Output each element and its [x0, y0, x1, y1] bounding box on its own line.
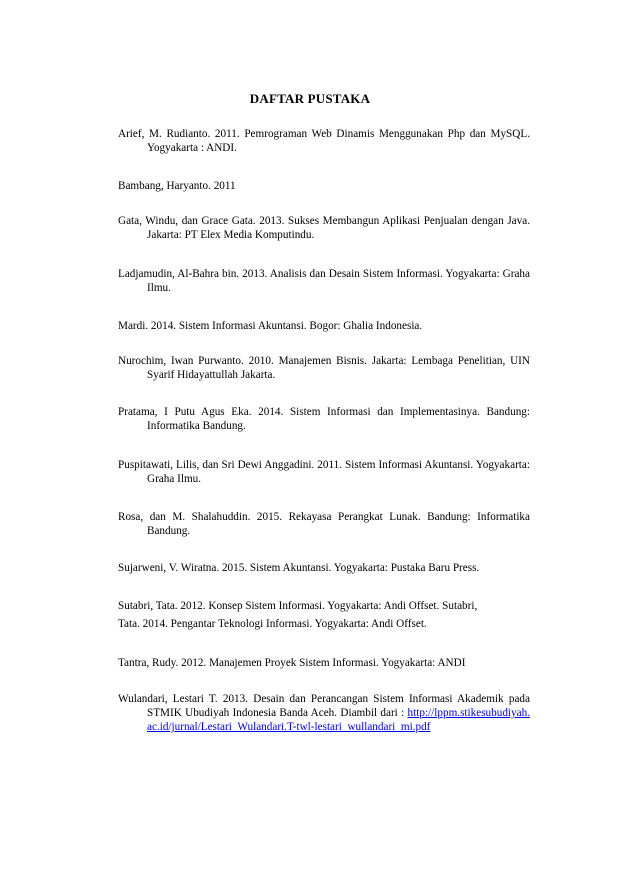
reference-text: Sujarweni, V. Wiratna. 2015. Sistem Akuntansi. Yogyakarta: Pustaka Baru Press.: [118, 562, 480, 574]
reference-entry-ladjamudin: [118, 267, 530, 295]
reference-text: Mardi. 2014. Sistem Informasi Akuntansi. Bogor: Ghalia Indonesia.: [118, 320, 423, 332]
reference-text: Arief, M. Rudianto. 2011. Pemrograman Web Dinamis Menggunakan Php dan MySQL. Yogyakarta : ANDI.: [118, 128, 530, 154]
reference-entry-nurochim: [118, 354, 530, 382]
reference-text: Puspitawati, Lilis, dan Sri Dewi Anggadini. 2011. Sistem Informasi Akuntansi. Yogyakarta: Graha Ilmu.: [118, 459, 530, 485]
reference-entry-arief: [118, 127, 530, 155]
reference-entry-bambang: [118, 179, 530, 193]
reference-entry-puspitawati: [118, 458, 530, 486]
reference-text: Ladjamudin, Al-Bahra bin. 2013. Analisis dan Desain Sistem Informasi. Yogyakarta: Graha Ilmu.: [118, 268, 530, 294]
reference-entry-sujarweni: [118, 561, 530, 575]
reference-entry-rosa: [118, 510, 530, 538]
reference-entry-sutabri-2014: [118, 617, 530, 631]
reference-text: Wulandari, Lestari T. 2013. Desain dan Perancangan Sistem Informasi Akademik pada STMIK Ubudiyah Indonesia Banda Aceh. Diambil dari :: [118, 693, 530, 719]
reference-text: Bambang, Haryanto. 2011: [118, 180, 236, 192]
reference-url-link[interactable]: http://lppm.stikesubudiyah.ac.id/jurnal/Lestari_Wulandari.T-twl-lestari_wullandari_mi.pdf: [147, 707, 530, 733]
reference-text: Sutabri, Tata. 2012. Konsep Sistem Informasi. Yogyakarta: Andi Offset. Sutabri,: [118, 600, 478, 612]
reference-entry-wulandari: [118, 692, 530, 734]
reference-entry-pratama: [118, 405, 530, 433]
page-title: DAFTAR PUSTAKA: [249, 91, 371, 106]
reference-text: Gata, Windu, dan Grace Gata. 2013. Sukses Membangun Aplikasi Penjualan dengan Java. Jakarta: PT Elex Media Komputindu.: [118, 215, 530, 241]
reference-entry-mardi: [118, 319, 530, 333]
reference-entry-tantra: [118, 656, 530, 670]
reference-entry-sutabri-2012: [118, 599, 530, 613]
reference-text: Tantra, Rudy. 2012. Manajemen Proyek Sistem Informasi. Yogyakarta: ANDI: [118, 657, 466, 669]
reference-text: Rosa, dan M. Shalahuddin. 2015. Rekayasa Perangkat Lunak. Bandung: Informatika Bandung.: [118, 511, 530, 537]
reference-text: Nurochim, Iwan Purwanto. 2010. Manajemen Bisnis. Jakarta: Lembaga Penelitian, UIN Syarif Hidayattullah Jakarta.: [118, 355, 530, 381]
reference-entry-gata: [118, 214, 530, 242]
reference-text: Pratama, I Putu Agus Eka. 2014. Sistem Informasi dan Implementasinya. Bandung: Informatika Bandung.: [118, 406, 530, 432]
reference-text: Tata. 2014. Pengantar Teknologi Informasi. Yogyakarta: Andi Offset.: [118, 618, 427, 630]
